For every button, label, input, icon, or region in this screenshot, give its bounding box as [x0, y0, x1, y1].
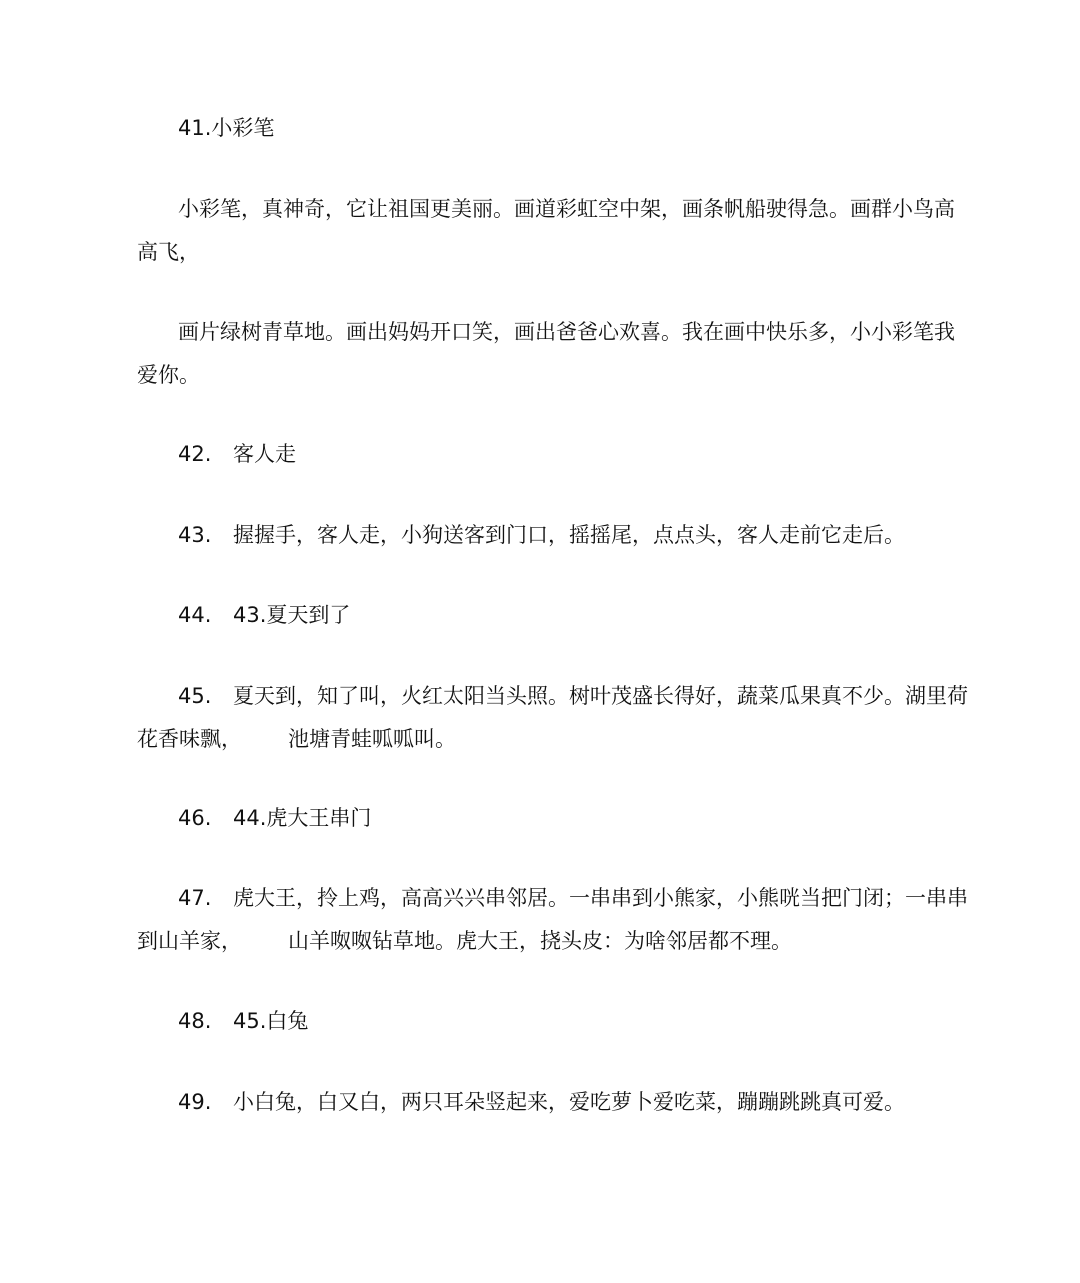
- list-text: 虎大王，拎上鸡，高高兴兴串邻居。一串串到小熊家，小熊咣当把门闭；一串串: [233, 886, 968, 910]
- list-item-continuation: [137, 718, 456, 760]
- paragraph-line: 高飞，: [137, 240, 200, 264]
- list-text: 44.虎大王串门: [233, 806, 372, 830]
- continuation-text: 到山羊家，: [137, 929, 242, 953]
- list-number: 45.: [178, 684, 212, 708]
- list-item-49: [178, 1081, 905, 1123]
- list-item-46: [178, 797, 371, 839]
- list-item-45: [178, 675, 968, 717]
- list-number: 47.: [178, 886, 212, 910]
- list-number: 42.: [178, 442, 212, 466]
- continuation-text: 山羊呶呶钻草地。虎大王，挠头皮：为啥邻居都不理。: [288, 929, 792, 953]
- section-title-41: 41.小彩笔: [178, 116, 275, 140]
- list-number: 46.: [178, 806, 212, 830]
- list-item-44: [178, 594, 350, 636]
- paragraph-line: 小彩笔，真神奇，它让祖国更美丽。画道彩虹空中架，画条帆船驶得急。画群小鸟高: [178, 197, 955, 221]
- list-text: 客人走: [233, 442, 296, 466]
- list-number: 48.: [178, 1009, 212, 1033]
- list-item-47: [178, 877, 968, 919]
- list-item-continuation: [137, 920, 792, 962]
- list-text: 握握手，客人走，小狗送客到门口，摇摇尾，点点头，客人走前它走后。: [233, 523, 905, 547]
- list-text: 夏天到，知了叫，火红太阳当头照。树叶茂盛长得好，蔬菜瓜果真不少。湖里荷: [233, 684, 968, 708]
- paragraph-line: 画片绿树青草地。画出妈妈开口笑，画出爸爸心欢喜。我在画中快乐多，小小彩笔我: [178, 320, 955, 344]
- continuation-text: 花香味飘，: [137, 727, 242, 751]
- list-item-42: [178, 433, 296, 475]
- list-text: 43.夏天到了: [233, 603, 351, 627]
- list-number: 44.: [178, 603, 212, 627]
- list-number: 43.: [178, 523, 212, 547]
- list-number: 49.: [178, 1090, 212, 1114]
- continuation-text: 池塘青蛙呱呱叫。: [288, 727, 456, 751]
- list-item-48: [178, 1000, 308, 1042]
- list-text: 45.白兔: [233, 1009, 309, 1033]
- list-text: 小白兔，白又白，两只耳朵竖起来，爱吃萝卜爱吃菜，蹦蹦跳跳真可爱。: [233, 1090, 905, 1114]
- paragraph-line: 爱你。: [137, 363, 200, 387]
- list-item-43: [178, 514, 905, 556]
